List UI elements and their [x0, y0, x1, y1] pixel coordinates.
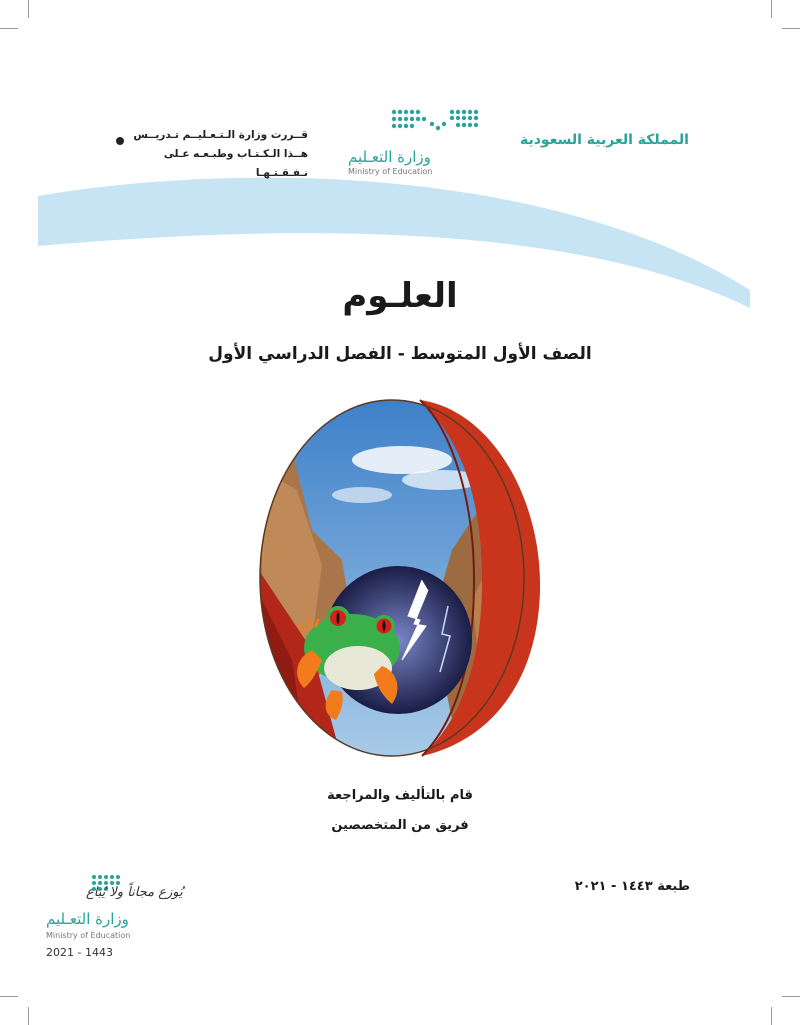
- ministry-name-english: Ministry of Education: [348, 167, 433, 176]
- crop-mark: [771, 1007, 772, 1025]
- crop-mark: [0, 996, 18, 997]
- crop-mark: [28, 1007, 29, 1025]
- credits-authoring: قام بالتأليف والمراجعة: [327, 788, 473, 803]
- footer-year: 2021 - 1443: [46, 946, 113, 959]
- ministry-name-arabic: وزارة التعـليم: [348, 148, 431, 166]
- cover-illustration: [252, 390, 548, 760]
- ministry-name-english: Ministry of Education: [46, 931, 131, 940]
- book-subtitle: الصف الأول المتوسط - الفصل الدراسي الأول: [208, 344, 592, 364]
- country-name: المملكة العربية السعودية: [520, 132, 689, 148]
- ministry-logo-icon: [388, 106, 488, 140]
- book-title: العلـوم: [342, 276, 458, 316]
- decree-line: قــررت وزارة الـتـعـليــم تـدريــس: [133, 129, 308, 141]
- ministry-name-arabic: وزارة التعـليم: [46, 910, 129, 928]
- edition-info: طبعة ١٤٤٣ - ٢٠٢١: [574, 879, 690, 894]
- credits-team: فريق من المتخصصين: [331, 818, 469, 833]
- decree-line: هــذا الـكـتـاب وطبـعـه عـلى نـفـقـتـهـا: [163, 148, 308, 179]
- bullet-icon: [116, 137, 124, 145]
- crop-mark: [782, 996, 800, 997]
- decree-text: [132, 126, 308, 183]
- free-distribution-note: يُوزع مجاناً ولا يُباع: [86, 885, 183, 900]
